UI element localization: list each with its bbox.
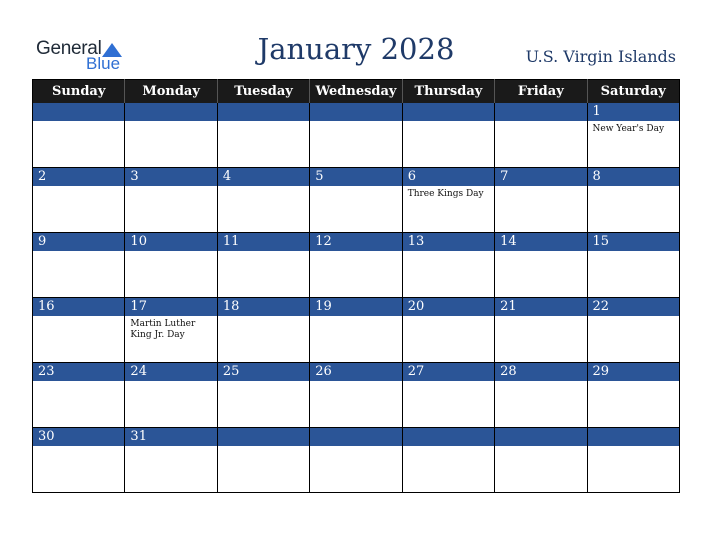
day-number: 12 <box>310 233 401 251</box>
day-number <box>495 103 586 121</box>
day-number: 29 <box>588 363 679 381</box>
day-number: 2 <box>33 168 124 186</box>
day-number: 20 <box>403 298 494 316</box>
day-cell <box>125 168 217 233</box>
calendar-body <box>33 103 680 493</box>
day-cell <box>33 428 125 493</box>
day-cell <box>310 363 402 428</box>
week-row <box>33 103 680 168</box>
day-cell <box>402 233 494 298</box>
weekday-header: Wednesday <box>310 80 402 104</box>
day-cell <box>402 103 494 168</box>
day-cell <box>402 298 494 363</box>
day-cell <box>587 168 679 233</box>
week-row <box>33 363 680 428</box>
day-number: 16 <box>33 298 124 316</box>
weekday-header: Saturday <box>587 80 679 104</box>
weekday-header: Friday <box>495 80 587 104</box>
day-number: 17 <box>125 298 216 316</box>
day-cell <box>310 233 402 298</box>
calendar-title: January 2028 <box>257 32 455 66</box>
day-cell <box>33 363 125 428</box>
day-cell <box>310 103 402 168</box>
day-cell <box>217 298 309 363</box>
day-cell <box>125 103 217 168</box>
day-cell <box>33 103 125 168</box>
day-number: 5 <box>310 168 401 186</box>
month-calendar <box>32 79 680 493</box>
day-number <box>125 103 216 121</box>
day-number <box>33 103 124 121</box>
holiday-label: New Year's Day <box>592 124 665 134</box>
week-row <box>33 428 680 493</box>
day-number <box>588 428 679 446</box>
day-number: 6 <box>403 168 494 186</box>
day-number: 13 <box>403 233 494 251</box>
day-cell <box>310 298 402 363</box>
week-row <box>33 233 680 298</box>
day-number: 23 <box>33 363 124 381</box>
day-cell <box>495 298 587 363</box>
day-cell <box>33 168 125 233</box>
day-number: 30 <box>33 428 124 446</box>
day-number: 8 <box>588 168 679 186</box>
day-cell <box>495 428 587 493</box>
day-number: 14 <box>495 233 586 251</box>
day-cell <box>33 298 125 363</box>
day-cell <box>217 363 309 428</box>
day-cell <box>217 428 309 493</box>
day-cell <box>587 298 679 363</box>
day-number <box>310 428 401 446</box>
day-cell <box>217 103 309 168</box>
day-number: 11 <box>218 233 309 251</box>
logo-word-blue: Blue <box>86 54 121 73</box>
day-number <box>310 103 401 121</box>
day-number: 28 <box>495 363 586 381</box>
weekday-header-row <box>33 80 680 104</box>
day-cell <box>587 233 679 298</box>
day-number: 18 <box>218 298 309 316</box>
day-cell <box>402 168 494 233</box>
day-number <box>218 428 309 446</box>
week-row <box>33 168 680 233</box>
day-cell <box>125 298 217 363</box>
day-number: 4 <box>218 168 309 186</box>
day-cell <box>310 428 402 493</box>
day-cell <box>495 168 587 233</box>
day-number <box>218 103 309 121</box>
day-cell <box>310 168 402 233</box>
day-number: 27 <box>403 363 494 381</box>
day-cell <box>587 428 679 493</box>
weekday-header: Thursday <box>402 80 494 104</box>
day-cell <box>217 233 309 298</box>
day-cell <box>587 363 679 428</box>
region-label: U.S. Virgin Islands <box>525 47 676 66</box>
day-number: 10 <box>125 233 216 251</box>
holiday-label: Three Kings Day <box>407 189 484 199</box>
day-cell <box>402 363 494 428</box>
day-number: 9 <box>33 233 124 251</box>
day-cell <box>402 428 494 493</box>
day-number: 19 <box>310 298 401 316</box>
day-number <box>403 428 494 446</box>
day-number: 15 <box>588 233 679 251</box>
day-number: 22 <box>588 298 679 316</box>
day-cell <box>125 363 217 428</box>
day-cell <box>587 103 679 168</box>
day-cell <box>217 168 309 233</box>
day-cell <box>33 233 125 298</box>
day-number: 21 <box>495 298 586 316</box>
logo-word-general: General <box>36 38 102 59</box>
weekday-header: Monday <box>125 80 217 104</box>
day-cell <box>495 103 587 168</box>
weekday-header: Sunday <box>33 80 125 104</box>
day-number: 25 <box>218 363 309 381</box>
day-number: 24 <box>125 363 216 381</box>
day-number: 7 <box>495 168 586 186</box>
day-number <box>403 103 494 121</box>
day-cell <box>125 233 217 298</box>
day-number <box>495 428 586 446</box>
day-cell <box>495 363 587 428</box>
day-cell <box>495 233 587 298</box>
day-cell <box>125 428 217 493</box>
day-number: 26 <box>310 363 401 381</box>
week-row <box>33 298 680 363</box>
day-number: 3 <box>125 168 216 186</box>
holiday-label: Martin Luther King Jr. Day <box>130 319 196 340</box>
day-number: 1 <box>588 103 679 121</box>
day-number: 31 <box>125 428 216 446</box>
weekday-header: Tuesday <box>217 80 309 104</box>
